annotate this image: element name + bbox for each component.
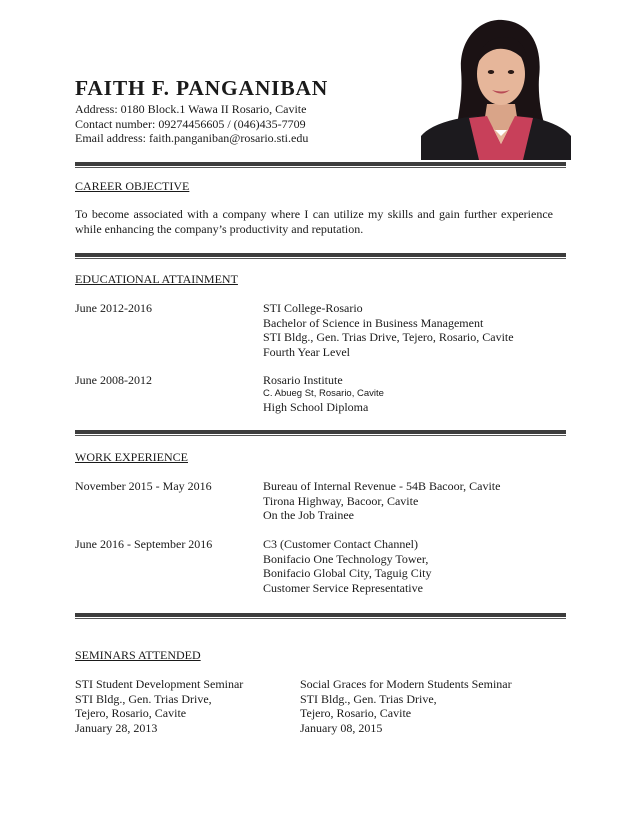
- section-divider: [75, 253, 566, 259]
- school-name: STI College-Rosario: [263, 301, 363, 315]
- work-experience-heading: WORK EXPERIENCE: [75, 450, 188, 464]
- career-objective-heading: CAREER OBJECTIVE: [75, 179, 190, 193]
- email-line: Email address: faith.panganiban@rosario.sti.edu: [75, 131, 309, 145]
- education-date: June 2008-2012: [75, 373, 152, 387]
- work-entry: [263, 537, 431, 595]
- applicant-name: FAITH F. PANGANIBAN: [75, 76, 329, 100]
- seminar-date: January 28, 2013: [75, 720, 158, 735]
- job-title: Customer Service Representative: [263, 580, 423, 595]
- seminar-venue: STI Bldg., Gen. Trias Drive,: [75, 691, 212, 706]
- seminar-entry: [75, 677, 243, 735]
- seminars-heading: SEMINARS ATTENDED: [75, 648, 201, 662]
- contact-block: [75, 102, 308, 146]
- seminar-entry: [300, 677, 512, 735]
- profile-photo-illustration: [421, 18, 571, 160]
- seminar-title: Social Graces for Modern Students Seminar: [300, 677, 512, 691]
- employer-address: Bonifacio Global City, Taguig City: [263, 566, 432, 580]
- employer-address: Bonifacio One Technology Tower,: [263, 551, 429, 566]
- education-entry: [263, 373, 384, 414]
- school-address: STI Bldg., Gen. Trias Drive, Tejero, Rosario, Cavite: [263, 330, 514, 344]
- seminar-location: Tejero, Rosario, Cavite: [75, 706, 187, 720]
- employer-address: Tirona Highway, Bacoor, Cavite: [263, 493, 419, 508]
- diploma: High School Diploma: [263, 399, 369, 414]
- profile-photo: [421, 18, 571, 160]
- seminar-venue: STI Bldg., Gen. Trias Drive,: [300, 691, 437, 706]
- degree: Bachelor of Science in Business Management: [263, 315, 484, 330]
- education-entry: [263, 301, 514, 359]
- seminar-title: STI Student Development Seminar: [75, 677, 244, 691]
- education-date: June 2012-2016: [75, 301, 152, 315]
- section-divider: [75, 162, 566, 168]
- work-date: June 2016 - September 2016: [75, 537, 213, 551]
- school-name: Rosario Institute: [263, 373, 343, 387]
- section-divider: [75, 430, 566, 436]
- work-entry: [263, 479, 500, 523]
- contact-number-line: Contact number: 09274456605 / (046)435-7709: [75, 116, 306, 131]
- education-heading: EDUCATIONAL ATTAINMENT: [75, 272, 238, 286]
- school-address: C. Abueg St, Rosario, Cavite: [263, 387, 384, 399]
- year-level: Fourth Year Level: [263, 344, 350, 359]
- section-divider: [75, 613, 566, 619]
- seminar-location: Tejero, Rosario, Cavite: [300, 706, 412, 720]
- job-title: On the Job Trainee: [263, 508, 354, 522]
- seminar-date: January 08, 2015: [300, 720, 383, 735]
- work-date: November 2015 - May 2016: [75, 479, 212, 493]
- address-line: Address: 0180 Block.1 Wawa II Rosario, Cavite: [75, 102, 307, 116]
- employer: C3 (Customer Contact Channel): [263, 537, 418, 551]
- career-objective-text: To become associated with a company where I can utilize my skills and gain further experience while enhancing the company’s productivity and reputation.: [75, 207, 553, 236]
- employer: Bureau of Internal Revenue - 54B Bacoor, Cavite: [263, 479, 501, 493]
